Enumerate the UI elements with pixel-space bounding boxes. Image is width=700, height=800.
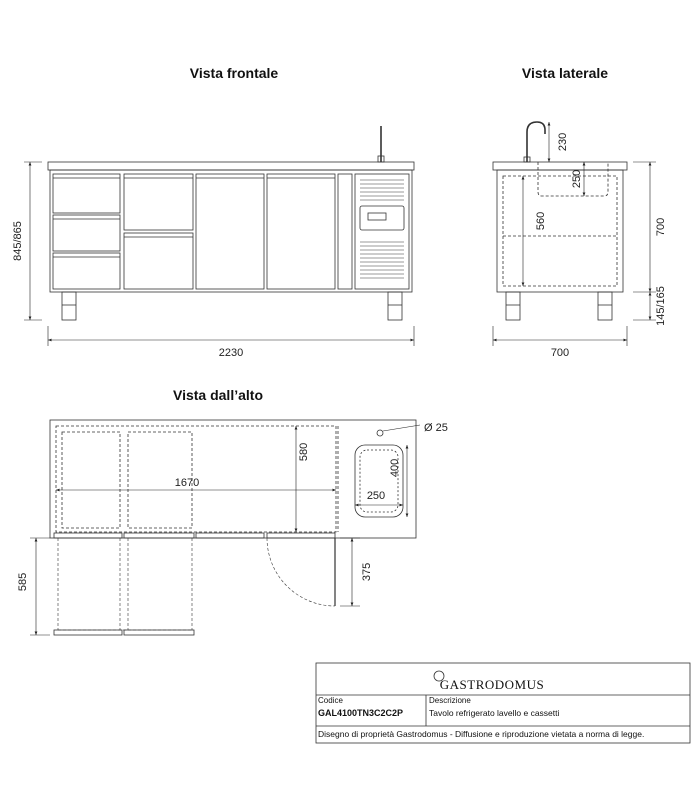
brand-logo bbox=[434, 671, 544, 692]
top-tap-hole bbox=[377, 430, 383, 436]
front-view-title: Vista frontale bbox=[189, 65, 279, 81]
dim-side-legs: 145/165 bbox=[655, 286, 667, 326]
front-dimensions bbox=[24, 162, 414, 346]
side-worktop bbox=[493, 162, 627, 170]
dim-top-sink-length: 400 bbox=[389, 458, 401, 478]
dim-front-height: 845/865 bbox=[12, 221, 24, 261]
front-leg-right bbox=[388, 292, 402, 320]
side-inner-compartment bbox=[503, 176, 617, 286]
top-sink bbox=[355, 445, 403, 517]
top-door-face-2 bbox=[267, 533, 335, 538]
front-control-display bbox=[360, 206, 404, 230]
brand-name: GASTRODOMUS bbox=[439, 677, 545, 692]
dim-top-drawer-extension: 585 bbox=[17, 572, 29, 592]
description-label: Descrizione bbox=[429, 696, 471, 705]
top-door-face-1 bbox=[196, 533, 264, 538]
dim-side-tap-height: 230 bbox=[557, 132, 569, 152]
front-drawer-column-2 bbox=[124, 174, 193, 289]
description-value: Tavolo refrigerato lavello e cassetti bbox=[429, 708, 560, 718]
top-dimensions bbox=[30, 425, 420, 635]
dim-top-door-swing: 375 bbox=[361, 562, 373, 582]
front-vent-grille bbox=[360, 180, 404, 278]
top-drawer-face-1 bbox=[54, 533, 122, 538]
side-dimensions bbox=[493, 122, 656, 346]
top-drawer-extension bbox=[58, 538, 192, 630]
top-view bbox=[50, 420, 416, 635]
side-body bbox=[497, 170, 623, 292]
dim-top-inner-length: 1670 bbox=[174, 477, 200, 489]
front-compressor-panel bbox=[355, 174, 409, 289]
side-view-title: Vista laterale bbox=[521, 65, 609, 81]
top-drawer-open-face-1 bbox=[54, 630, 122, 635]
dim-top-sink-width: 250 bbox=[366, 490, 386, 502]
front-leg-left bbox=[62, 292, 76, 320]
code-value: GAL4100TN3C2C2P bbox=[318, 708, 404, 718]
top-drawer-open-face-2 bbox=[124, 630, 194, 635]
front-worktop bbox=[48, 162, 414, 170]
dim-front-width: 2230 bbox=[218, 347, 244, 359]
front-body bbox=[50, 170, 412, 292]
side-tap bbox=[527, 122, 545, 162]
code-label: Codice bbox=[318, 696, 343, 705]
top-drawer-face-2 bbox=[124, 533, 194, 538]
side-leg-right bbox=[598, 292, 612, 320]
front-drawer-column-1 bbox=[53, 174, 120, 289]
front-display-screen bbox=[368, 213, 386, 220]
dim-side-sink-depth: 250 bbox=[571, 169, 583, 189]
side-leg-left bbox=[506, 292, 520, 320]
top-drawer-outline-1 bbox=[62, 432, 120, 528]
dim-top-hole: Ø 25 bbox=[424, 422, 448, 434]
front-side-panel bbox=[338, 174, 352, 289]
dim-side-width: 700 bbox=[550, 347, 570, 359]
dim-side-height: 700 bbox=[655, 217, 667, 237]
ownership-notice: Disegno di proprietà Gastrodomus - Diffusione e riproduzione vietata a norma di legge. bbox=[318, 729, 645, 739]
front-door-1 bbox=[196, 174, 264, 289]
dim-top-inner-depth: 580 bbox=[298, 442, 310, 462]
front-view bbox=[48, 126, 414, 320]
top-view-title: Vista dall’alto bbox=[173, 387, 263, 403]
dim-side-inner-height: 560 bbox=[535, 211, 547, 231]
front-door-2 bbox=[267, 174, 335, 289]
top-door-swing-arc bbox=[267, 538, 335, 606]
top-worktop bbox=[50, 420, 416, 538]
